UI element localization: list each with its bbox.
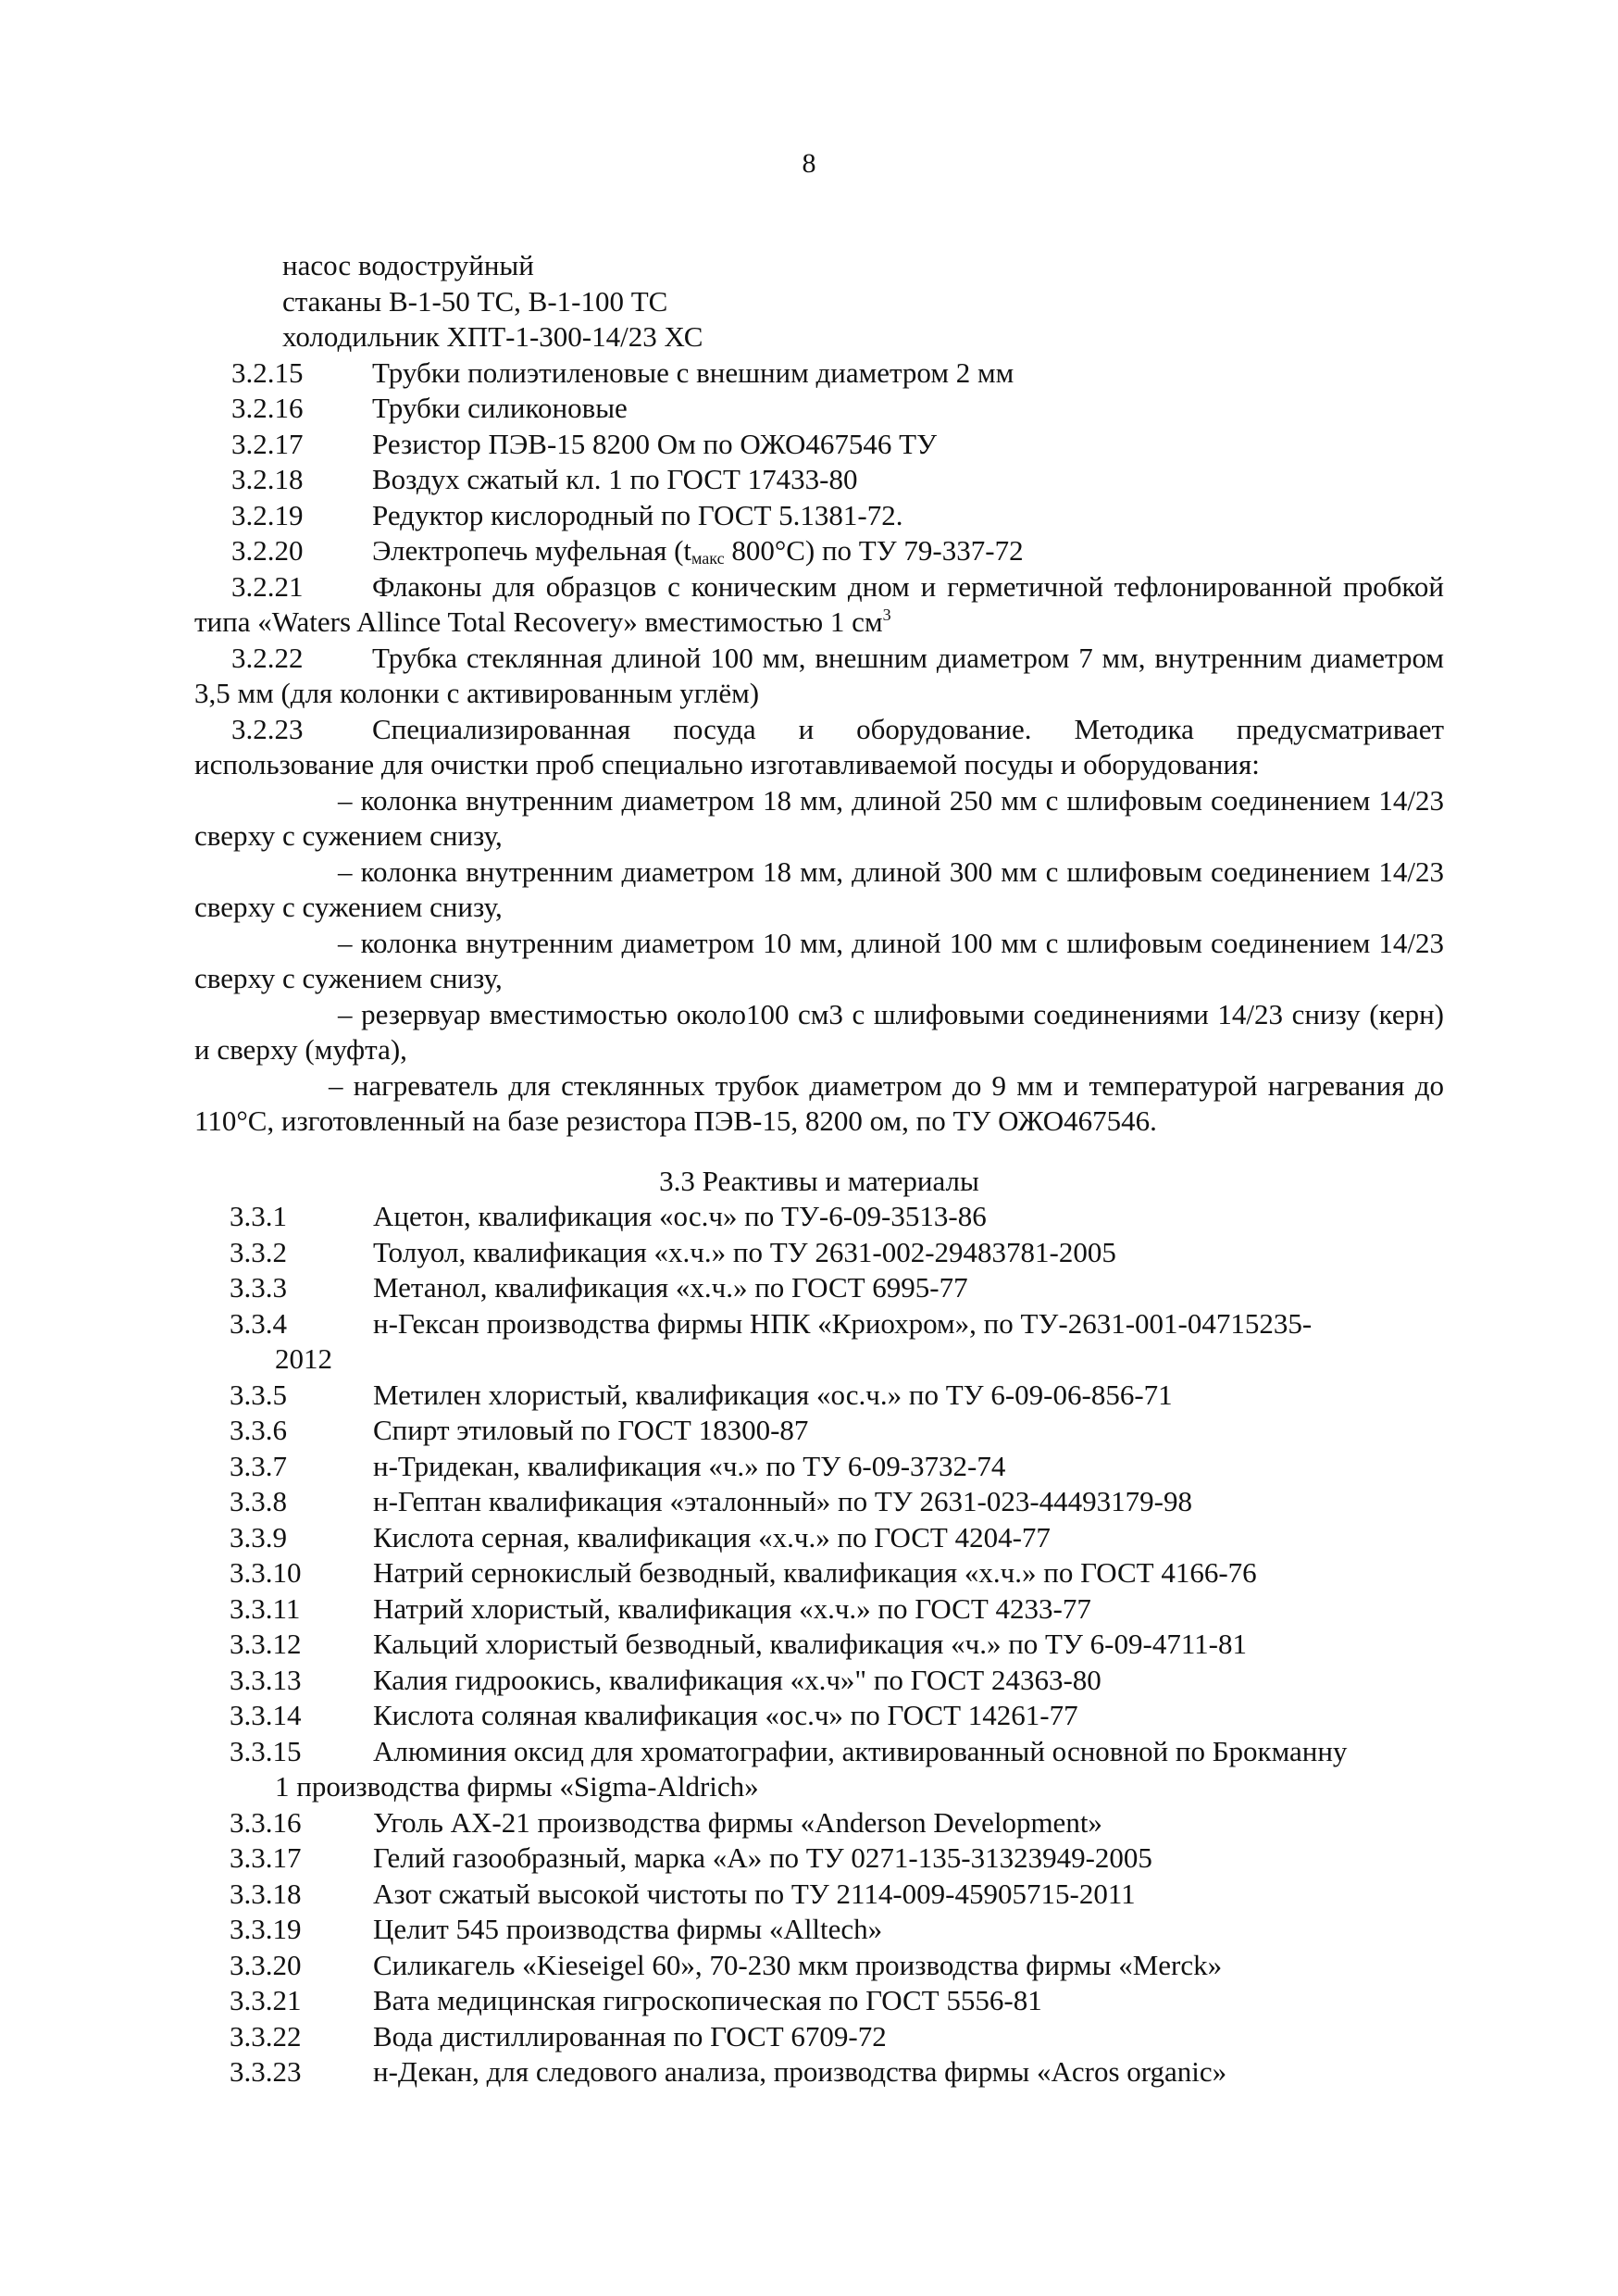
item-number: 3.2.16 (231, 392, 304, 424)
item-text: Вата медицинская гигроскопическая по ГОСТ 5556-81 (373, 1984, 1042, 2016)
item-number: 3.3.21 (230, 1984, 302, 2016)
equipment-line: стаканы В-1-50 ТС, В-1-100 ТС (282, 284, 668, 318)
item-number: 3.3.13 (230, 1663, 302, 1696)
item-text: Алюминия оксид для хроматографии, активированный основной по Брокманну (373, 1734, 1348, 1767)
item-continuation: 2012 (275, 1342, 332, 1375)
item-number: 3.2.17 (231, 427, 304, 460)
section-title: 3.3 Реактивы и материалы (659, 1164, 979, 1197)
list-item (194, 1199, 1444, 1235)
dash-list-item: – колонка внутренним диаметром 18 мм, длиной 300 мм с шлифовым соединением 14/23 сверху с сужением снизу, (194, 855, 1444, 923)
list-item (194, 1734, 1444, 1770)
superscript: 3 (882, 605, 891, 624)
item-text: Метанол, квалификация «х.ч.» по ГОСТ 6995-77 (373, 1271, 968, 1304)
reagents-list (194, 1199, 1444, 2090)
equipment-line: холодильник ХПТ-1-300-14/23 ХС (282, 320, 703, 353)
item-continuation: 1 производства фирмы «Sigma-Aldrich» (275, 1770, 759, 1803)
item-text: Гелий газообразный, марка «А» по ТУ 0271-135-31323949-2005 (373, 1841, 1152, 1874)
list-item (194, 427, 1444, 463)
item-text: Электропечь муфельная (t (372, 534, 692, 567)
list-item (194, 1449, 1444, 1485)
list-item (194, 1877, 1444, 1913)
list-item (194, 1841, 1444, 1877)
list-item (194, 462, 1444, 498)
item-text: Кислота серная, квалификация «х.ч.» по ГОСТ 4204-77 (373, 1520, 1051, 1554)
item-text: Натрий сернокислый безводный, квалификация «х.ч.» по ГОСТ 4166-76 (373, 1556, 1257, 1589)
list-item (194, 356, 1444, 392)
item-text: Трубка стеклянная длиной 100 мм, внешним диаметром 7 мм, внутренним диаметром 3,5 мм (для колонки с активированным углём) (194, 641, 1444, 709)
item-number: 3.3.12 (230, 1628, 302, 1660)
item-number: 3.2.15 (231, 356, 304, 389)
item-number: 3.3.18 (230, 1877, 302, 1910)
item-text: Кислота соляная квалификация «ос.ч» по ГОСТ 14261-77 (373, 1699, 1078, 1731)
list-item (194, 1912, 1444, 1948)
item-text: Трубки полиэтиленовые с внешним диаметром 2 мм (372, 356, 1014, 389)
item-number: 3.2.21 (231, 569, 304, 603)
subscript: макс (691, 549, 725, 568)
dash-list-item: – резервуар вместимостью около100 см3 с шлифовыми соединениями 14/23 снизу (керн) и сверху (муфта), (194, 997, 1444, 1066)
item-number: 3.3.16 (230, 1805, 302, 1839)
dash-list-item: – колонка внутренним диаметром 18 мм, длиной 250 мм с шлифовым соединением 14/23 сверху с сужением снизу, (194, 783, 1444, 852)
item-number: 3.3.22 (230, 2019, 302, 2053)
item-text: Азот сжатый высокой чистоты по ТУ 2114-009-45905715-2011 (373, 1877, 1136, 1910)
item-number: 3.3.11 (230, 1591, 301, 1625)
item-text: Целит 545 производства фирмы «Alltech» (373, 1913, 883, 1945)
item-number: 3.3.10 (230, 1556, 302, 1589)
item-text: Калия гидроокись, квалификация «х.ч»" по ГОСТ 24363-80 (373, 1663, 1101, 1696)
paragraph-item (194, 641, 1444, 712)
item-text: Флаконы для образцов с коническим дном и герметичной тефлонированной пробкой типа «Waters Allince Total Recovery» вместимостью 1 см (194, 569, 1444, 638)
item-text: н-Гептан квалификация «эталонный» по ТУ 2631-023-44493179-98 (373, 1485, 1192, 1517)
list-item (194, 1663, 1444, 1699)
paragraph-item (194, 712, 1444, 783)
item-text: Метилен хлористый, квалификация «ос.ч.» по ТУ 6-09-06-856-71 (373, 1378, 1173, 1411)
item-number: 3.2.22 (231, 641, 304, 674)
list-item (194, 1983, 1444, 2019)
item-text: Спирт этиловый по ГОСТ 18300-87 (373, 1414, 809, 1446)
item-number: 3.2.19 (231, 498, 304, 531)
item-text: Воздух сжатый кл. 1 по ГОСТ 17433-80 (372, 463, 858, 495)
item-text: Толуол, квалификация «х.ч.» по ТУ 2631-002-29483781-2005 (373, 1235, 1116, 1268)
list-item (194, 533, 1444, 569)
item-text: Вода дистиллированная по ГОСТ 6709-72 (373, 2019, 887, 2053)
item-number: 3.3.23 (230, 2055, 302, 2088)
list-item (194, 1698, 1444, 1734)
item-number: 3.3.9 (230, 1520, 287, 1554)
list-item (194, 1484, 1444, 1520)
equipment-line: насос водоструйный (282, 249, 534, 281)
list-item (194, 1591, 1444, 1628)
item-number: 3.3.19 (230, 1913, 302, 1945)
item-number: 3.3.6 (230, 1414, 287, 1446)
dash-list-item: – колонка внутренним диаметром 10 мм, длиной 100 мм с шлифовым соединением 14/23 сверху с сужением снизу, (194, 926, 1444, 994)
item-text: Ацетон, квалификация «ос.ч» по ТУ-6-09-3513-86 (373, 1200, 987, 1232)
item-text: Трубки силиконовые (372, 392, 628, 424)
list-item (194, 1306, 1444, 1342)
item-text: Специализированная посуда и оборудование. Методика предусматривает использование для очистки проб специально изготавливаемой посуды и оборудования: (194, 712, 1444, 780)
document-body (194, 248, 1444, 2090)
list-item (194, 498, 1444, 534)
item-text: Силикагель «Kieseigel 60», 70-230 мкм производства фирмы «Merck» (373, 1948, 1223, 1981)
item-number: 3.3.2 (230, 1235, 287, 1268)
paragraph-item (194, 569, 1444, 641)
item-number: 3.2.20 (231, 534, 304, 567)
list-item (194, 1378, 1444, 1414)
item-text: Натрий хлористый, квалификация «х.ч.» по ГОСТ 4233-77 (373, 1591, 1091, 1625)
list-item (194, 1555, 1444, 1591)
item-number: 3.3.7 (230, 1449, 287, 1482)
list-item (194, 1520, 1444, 1556)
list-item (194, 1627, 1444, 1663)
list-item (194, 1805, 1444, 1841)
list-item (194, 1270, 1444, 1306)
page-number: 8 (802, 148, 816, 179)
item-text: н-Тридекан, квалификация «ч.» по ТУ 6-09-3732-74 (373, 1449, 1006, 1482)
list-item (194, 2019, 1444, 2055)
item-number: 3.3.3 (230, 1271, 287, 1304)
item-text: Резистор ПЭВ-15 8200 Ом по ОЖО467546 ТУ (372, 427, 938, 460)
item-text: н-Гексан производства фирмы НПК «Криохром», по ТУ-2631-001-04715235- (373, 1306, 1313, 1340)
item-number: 3.3.5 (230, 1378, 287, 1411)
item-number: 3.2.18 (231, 463, 304, 495)
item-number: 3.3.4 (230, 1306, 287, 1340)
item-number: 3.2.23 (231, 712, 304, 745)
list-item (194, 391, 1444, 427)
list-item (194, 1413, 1444, 1449)
item-text: Кальций хлористый безводный, квалификация «ч.» по ТУ 6-09-4711-81 (373, 1628, 1248, 1660)
list-item (194, 2054, 1444, 2090)
item-text: 800°С) по ТУ 79-337-72 (724, 534, 1024, 567)
dash-list-item: – нагреватель для стеклянных трубок диаметром до 9 мм и температурой нагревания до 110°С, изготовленный на базе резистора ПЭВ-15, 8200 ом, по ТУ ОЖО467546. (194, 1068, 1444, 1137)
list-item (194, 1948, 1444, 1984)
item-text: Уголь АХ-21 производства фирмы «Anderson Development» (373, 1805, 1102, 1839)
item-number: 3.3.17 (230, 1841, 302, 1874)
list-item (194, 1235, 1444, 1271)
item-number: 3.3.15 (230, 1734, 302, 1767)
item-number: 3.3.8 (230, 1485, 287, 1517)
item-number: 3.3.20 (230, 1948, 302, 1981)
item-text: Редуктор кислородный по ГОСТ 5.1381-72. (372, 498, 903, 531)
item-number: 3.3.14 (230, 1699, 302, 1731)
item-text: н-Декан, для следового анализа, производства фирмы «Acros organic» (373, 2055, 1227, 2088)
item-number: 3.3.1 (230, 1200, 287, 1232)
